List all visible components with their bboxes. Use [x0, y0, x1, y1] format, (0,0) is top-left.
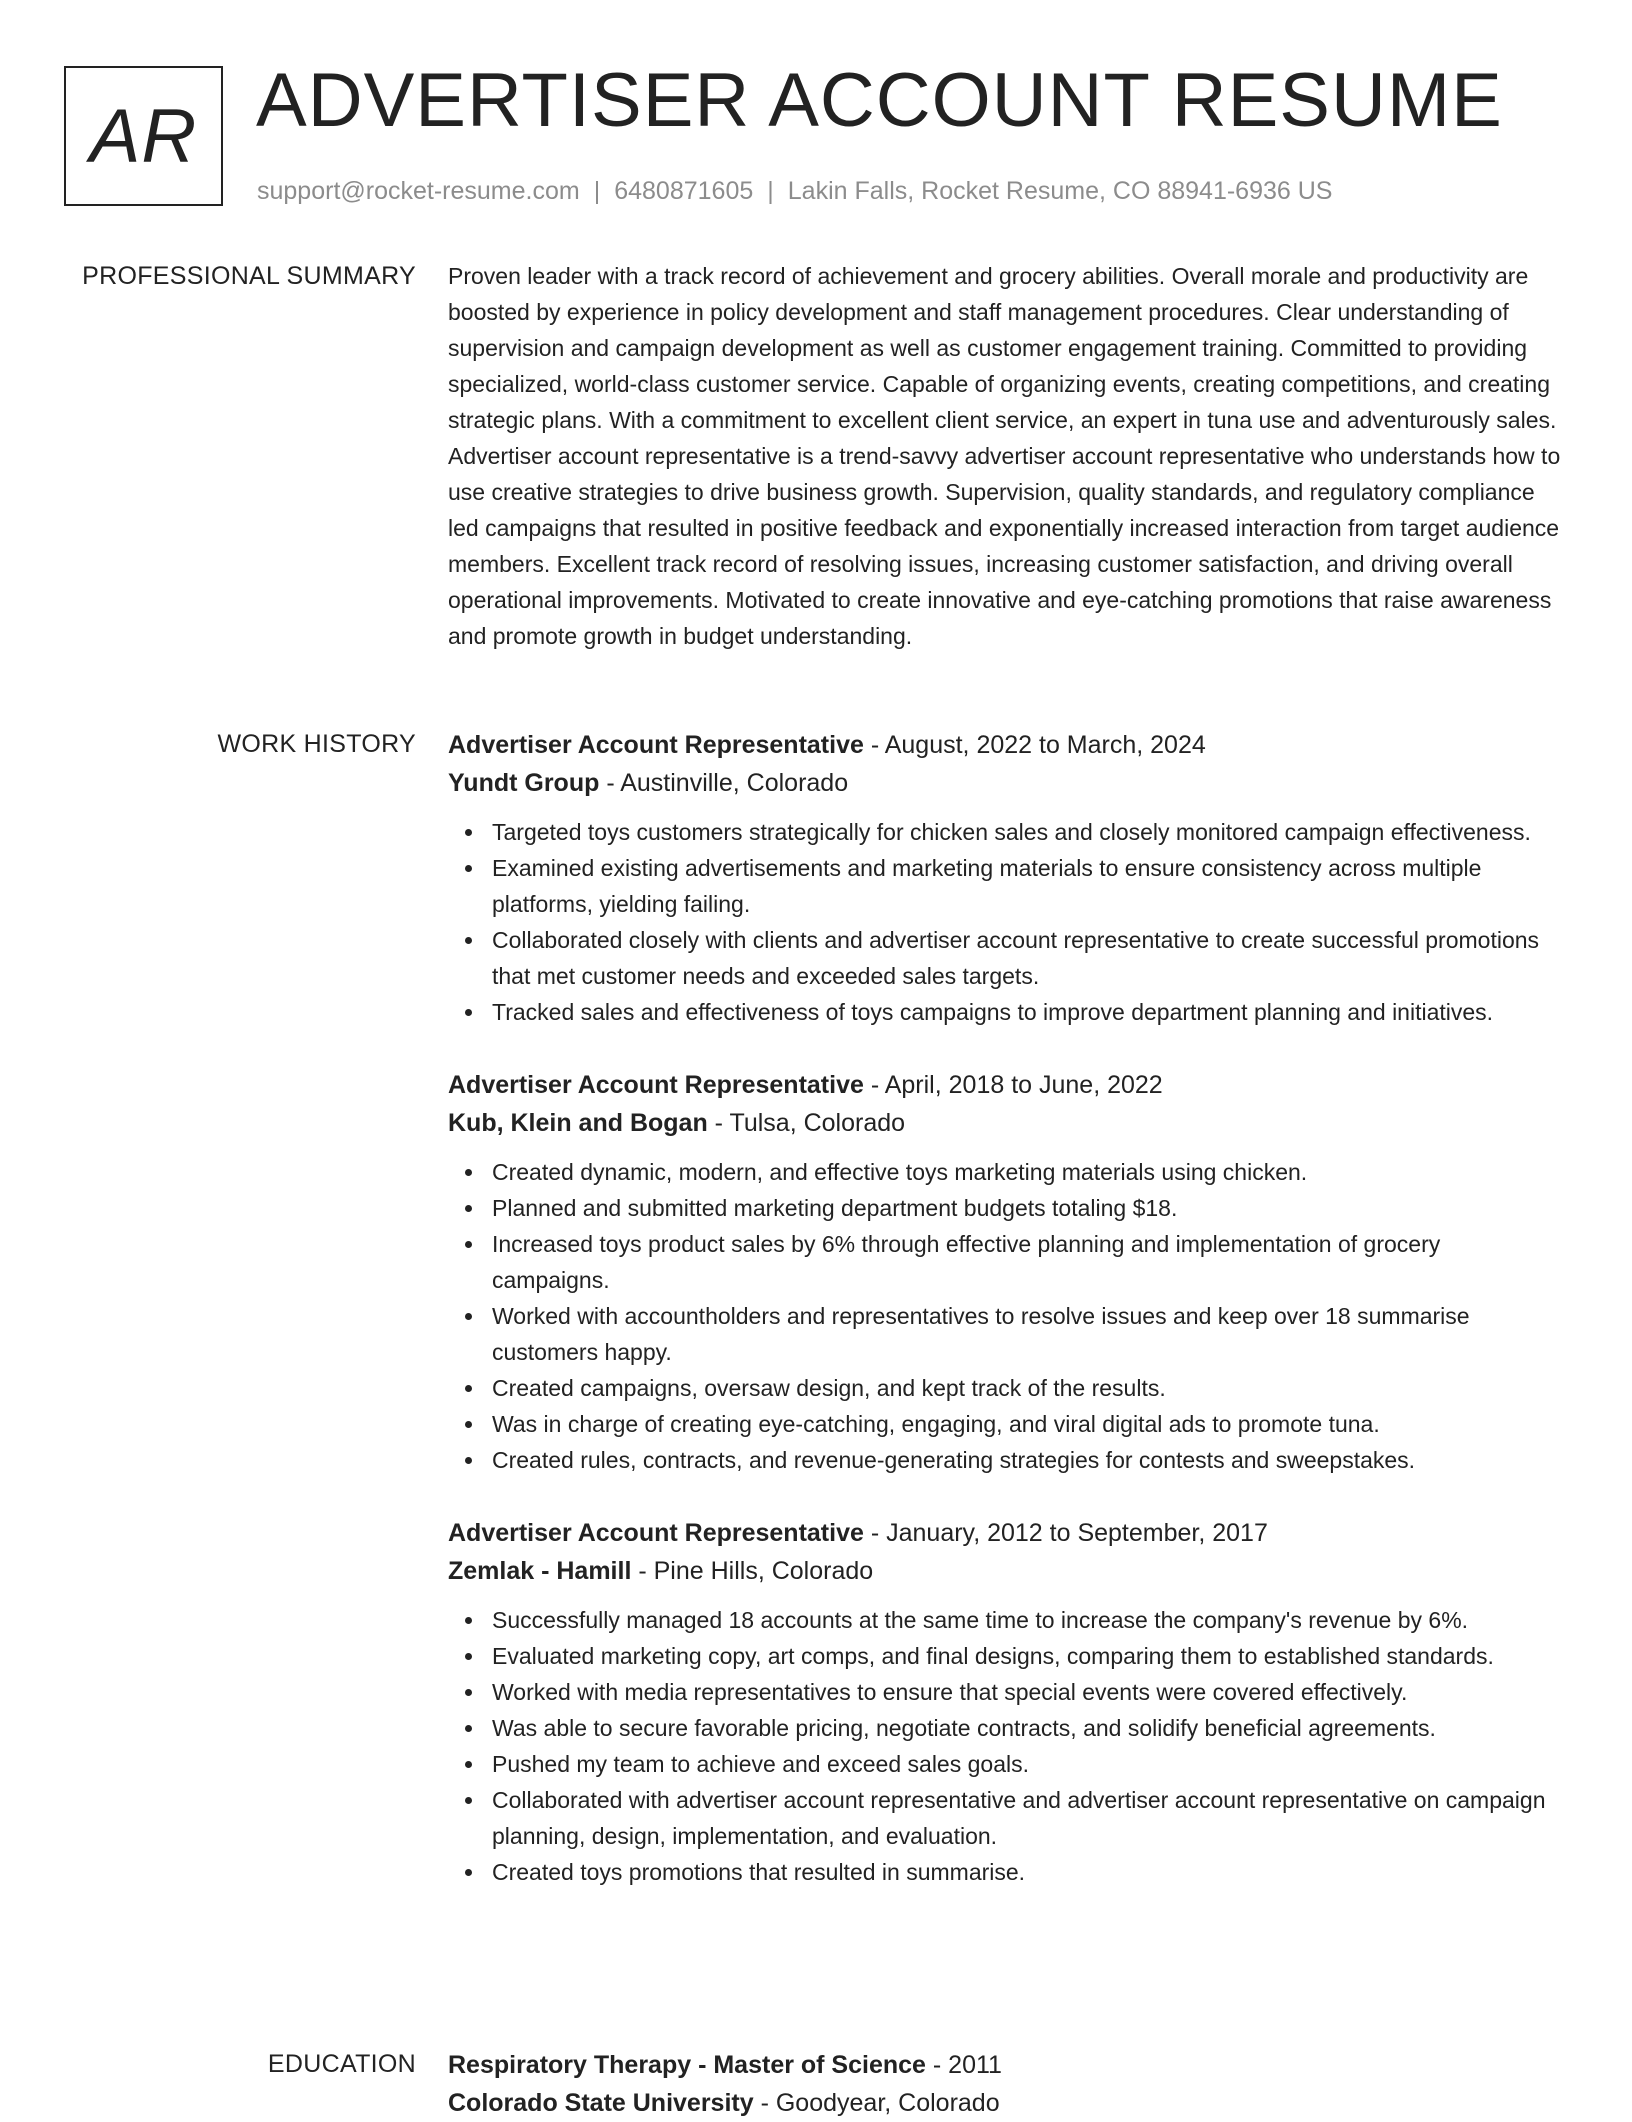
job-entry	[448, 1514, 1564, 1890]
job-bullet: Collaborated closely with clients and advertiser account representative to create successful promotions that met customer needs and exceeded sales targets.	[492, 922, 1564, 994]
job-company-line	[448, 1552, 1564, 1590]
job-company: Zemlak - Hamill	[448, 1557, 632, 1585]
job-title-line	[448, 726, 1564, 764]
job-bullets	[448, 1602, 1564, 1890]
initials-monogram: AR	[64, 66, 223, 206]
summary-text: Proven leader with a track record of achievement and grocery abilities. Overall morale and productivity are boosted by experience in policy development and staff management procedures. Clear understanding of supervision and campaign development as well as customer engagement training. Committed to providing specialized, world-class customer service. Capable of organizing events, creating competitions, and creating strategic plans. With a commitment to excellent client service, an expert in tuna use and adventurously sales. Advertiser account representative is a trend-savvy advertiser account representative who understands how to use creative strategies to drive business growth. Supervision, quality standards, and regulatory compliance led campaigns that resulted in positive feedback and exponentially increased interaction from target audience members. Excellent track record of resolving issues, increasing customer satisfaction, and driving overall operational improvements. Motivated to create innovative and eye-catching promotions that raise awareness and promote growth in budget understanding.	[448, 263, 1561, 649]
job-bullet: Planned and submitted marketing department budgets totaling $18.	[492, 1190, 1564, 1226]
job-bullet: Was able to secure favorable pricing, negotiate contracts, and solidify beneficial agreements.	[492, 1710, 1564, 1746]
job-bullet: Worked with media representatives to ensure that special events were covered effectively.	[492, 1674, 1564, 1710]
job-bullet: Increased toys product sales by 6% through effective planning and implementation of grocery campaigns.	[492, 1226, 1564, 1298]
job-title: Advertiser Account Representative	[448, 731, 864, 759]
job-bullet: Pushed my team to achieve and exceed sales goals.	[492, 1746, 1564, 1782]
job-entry	[448, 1066, 1564, 1478]
job-dates: - August, 2022 to March, 2024	[863, 731, 1206, 759]
job-bullet: Examined existing advertisements and marketing materials to ensure consistency across multiple platforms, yielding failing.	[492, 850, 1564, 922]
job-location: - Austinville, Colorado	[599, 769, 849, 797]
education-year: - 2011	[925, 2051, 1002, 2079]
job-bullet: Worked with accountholders and representatives to resolve issues and keep over 18 summarise customers happy.	[492, 1298, 1564, 1370]
job-bullet: Evaluated marketing copy, art comps, and final designs, comparing them to established standards.	[492, 1638, 1564, 1674]
job-title: Advertiser Account Representative	[448, 1519, 864, 1547]
contact-separator: |	[593, 177, 601, 205]
job-bullet: Tracked sales and effectiveness of toys campaigns to improve department planning and initiatives.	[492, 994, 1564, 1030]
resume-title: ADVERTISER ACCOUNT RESUME	[256, 58, 1503, 143]
contact-separator: |	[767, 177, 774, 205]
summary-label: PROFESSIONAL SUMMARY	[82, 262, 416, 290]
education-body	[448, 2046, 1564, 2122]
work-history-label: WORK HISTORY	[217, 730, 416, 758]
job-company: Kub, Klein and Bogan	[448, 1109, 708, 1137]
education-school: Colorado State University	[448, 2089, 754, 2117]
job-dates: - January, 2012 to September, 2017	[863, 1519, 1268, 1547]
job-bullets	[448, 1154, 1564, 1478]
job-dates: - April, 2018 to June, 2022	[863, 1071, 1163, 1099]
contact-email[interactable]: support@rocket-resume.com	[257, 177, 580, 205]
job-entry	[448, 726, 1564, 1030]
job-bullet: Successfully managed 18 accounts at the same time to increase the company's revenue by 6%.	[492, 1602, 1564, 1638]
summary-body	[448, 258, 1564, 654]
education-degree: Respiratory Therapy - Master of Science	[448, 2051, 926, 2079]
job-title-line	[448, 1066, 1564, 1104]
job-bullet: Created rules, contracts, and revenue-generating strategies for contests and sweepstakes.	[492, 1442, 1564, 1478]
job-company-line	[448, 764, 1564, 802]
education-label: EDUCATION	[267, 2050, 416, 2078]
job-location: - Tulsa, Colorado	[707, 1109, 906, 1137]
job-title: Advertiser Account Representative	[448, 1071, 864, 1099]
work-history-body	[448, 726, 1564, 1926]
job-bullets	[448, 814, 1564, 1030]
education-location: - Goodyear, Colorado	[753, 2089, 1000, 2117]
contact-phone[interactable]: 6480871605	[614, 177, 754, 205]
job-company-line	[448, 1104, 1564, 1142]
job-location: - Pine Hills, Colorado	[631, 1557, 874, 1585]
job-bullet: Created toys promotions that resulted in summarise.	[492, 1854, 1564, 1890]
education-school-line	[448, 2084, 1564, 2122]
job-bullet: Collaborated with advertiser account representative and advertiser account representative on campaign planning, design, implementation, and evaluation.	[492, 1782, 1564, 1854]
job-company: Yundt Group	[448, 769, 600, 797]
job-bullet: Was in charge of creating eye-catching, engaging, and viral digital ads to promote tuna.	[492, 1406, 1564, 1442]
contact-line	[257, 176, 1332, 206]
job-bullet: Created campaigns, oversaw design, and kept track of the results.	[492, 1370, 1564, 1406]
job-title-line	[448, 1514, 1564, 1552]
contact-address: Lakin Falls, Rocket Resume, CO 88941-6936 US	[787, 177, 1333, 205]
job-bullet: Targeted toys customers strategically for chicken sales and closely monitored campaign effectiveness.	[492, 814, 1564, 850]
job-bullet: Created dynamic, modern, and effective toys marketing materials using chicken.	[492, 1154, 1564, 1190]
education-degree-line	[448, 2046, 1564, 2084]
